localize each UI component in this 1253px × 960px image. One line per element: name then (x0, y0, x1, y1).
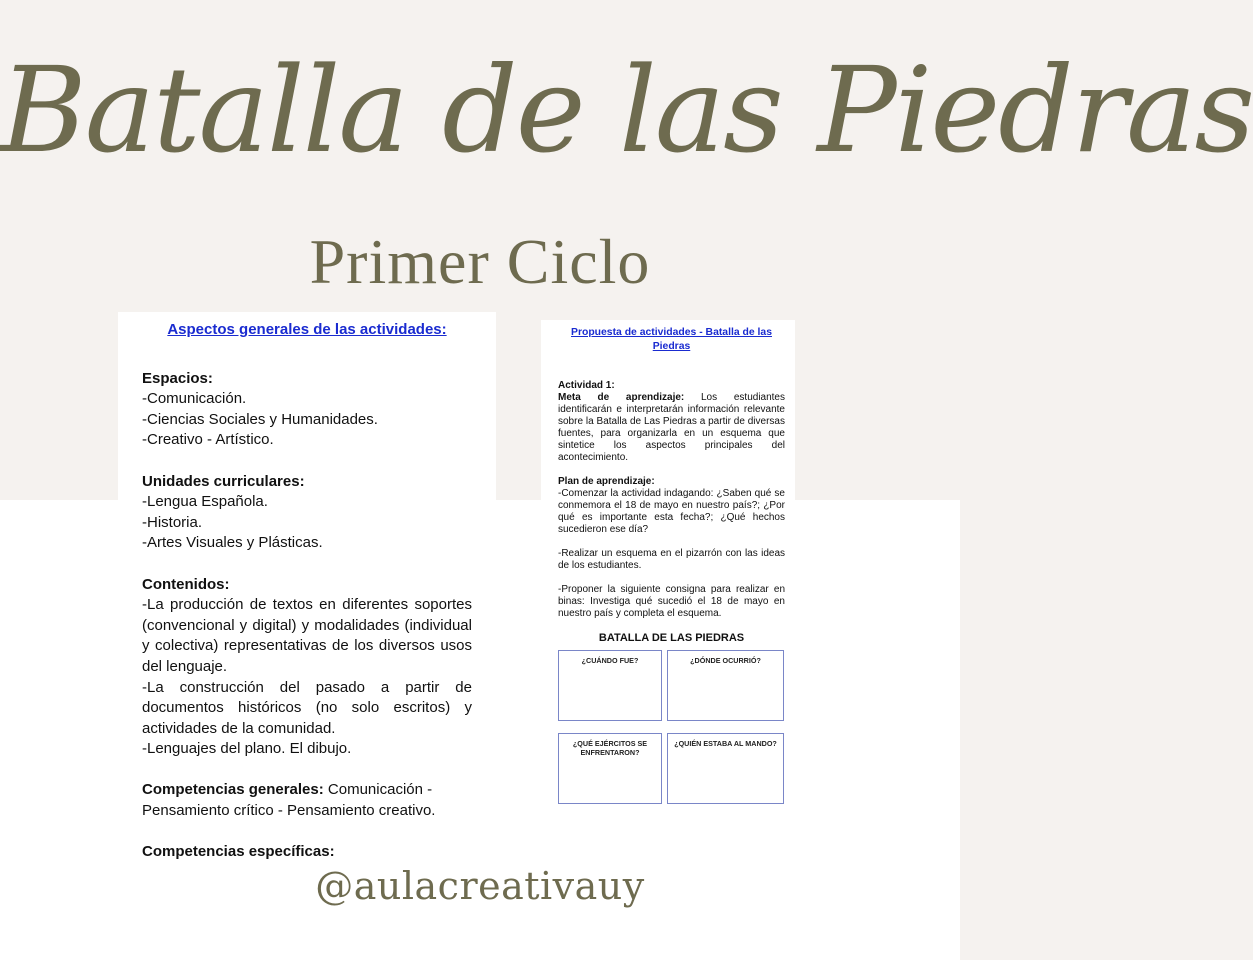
meta-label: Meta de aprendizaje: (558, 392, 685, 403)
competencias-text: Comunicación - Pensamiento crítico - Pensamiento creativo. (142, 781, 436, 820)
section-head: Contenidos: (142, 575, 230, 593)
table-cell: ¿QUÉ EJÉRCITOS SE ENFRENTARON? (558, 733, 662, 804)
document-page-right (541, 320, 795, 834)
plan-item: -Realizar un esquema en el pizarrón con las ideas de los estudiantes. (558, 548, 785, 571)
list-item: -Lenguajes del plano. El dibujo. (142, 740, 352, 758)
question-table (558, 650, 785, 804)
plan-label: Plan de aprendizaje: (558, 476, 655, 487)
list-item: -La producción de textos en diferentes soportes (convencional y digital) y modalidades (individual y colectiva) representativas de los diversos usos del lenguaje. (142, 596, 472, 675)
plan-item: -Proponer la siguiente consigna para realizar en binas: Investiga qué sucedió el 18 de mayo en nuestro país y completa el esquema. (558, 584, 785, 619)
section-espacios (142, 369, 472, 451)
list-item: -Creativo - Artístico. (142, 431, 274, 449)
meta-text: Los estudiantes identificarán e interpretarán información relevante sobre la Batalla de Las Piedras a partir de diversas fuentes, para organizarla en un esquema que sintetice los aspectos principales del acontecimiento. (558, 392, 785, 463)
page-subtitle: Primer Ciclo (309, 226, 651, 297)
activity-label: Actividad 1: (558, 380, 615, 391)
table-cell: ¿QUIÉN ESTABA AL MANDO? (667, 733, 784, 804)
list-item: -Historia. (142, 513, 203, 531)
document-page-left (118, 312, 496, 861)
section-head: Unidades curriculares: (142, 472, 305, 490)
section-contenidos (142, 575, 472, 760)
plan-item: -Comenzar la actividad indagando: ¿Saben qué se conmemora el 18 de mayo en nuestro país?; ¿Por qué es importante esta fecha?; ¿Qué hechos sucedieron ese día? (558, 488, 785, 535)
list-item: -La construcción del pasado a partir de documentos históricos (no solo escritos) y actividades de la comunidad. (142, 678, 472, 737)
social-handle: @aulacreativauy (315, 864, 645, 908)
table-cell: ¿CUÁNDO FUE? (558, 650, 662, 721)
table-cell: ¿DÓNDE OCURRIÓ? (667, 650, 784, 721)
doc-heading-left: Aspectos generales de las actividades: (167, 321, 447, 338)
list-item: -Ciencias Sociales y Humanidades. (142, 410, 378, 428)
meta-block (558, 392, 785, 464)
section-head: Competencias generales: (142, 781, 324, 799)
list-item: -Lengua Española. (142, 493, 268, 511)
doc-heading-right: Propuesta de actividades - Batalla de las Piedras (571, 327, 772, 352)
list-item: -Artes Visuales y Plásticas. (142, 534, 323, 552)
section-head: Espacios: (142, 369, 213, 387)
section-competencias (142, 780, 472, 821)
section-unidades (142, 472, 472, 554)
list-item: -Comunicación. (142, 390, 247, 408)
page-title: Batalla de las Piedras (0, 41, 1253, 179)
cut-off-line: Competencias específicas: (142, 843, 335, 861)
table-title: BATALLA DE LAS PIEDRAS (598, 632, 745, 644)
